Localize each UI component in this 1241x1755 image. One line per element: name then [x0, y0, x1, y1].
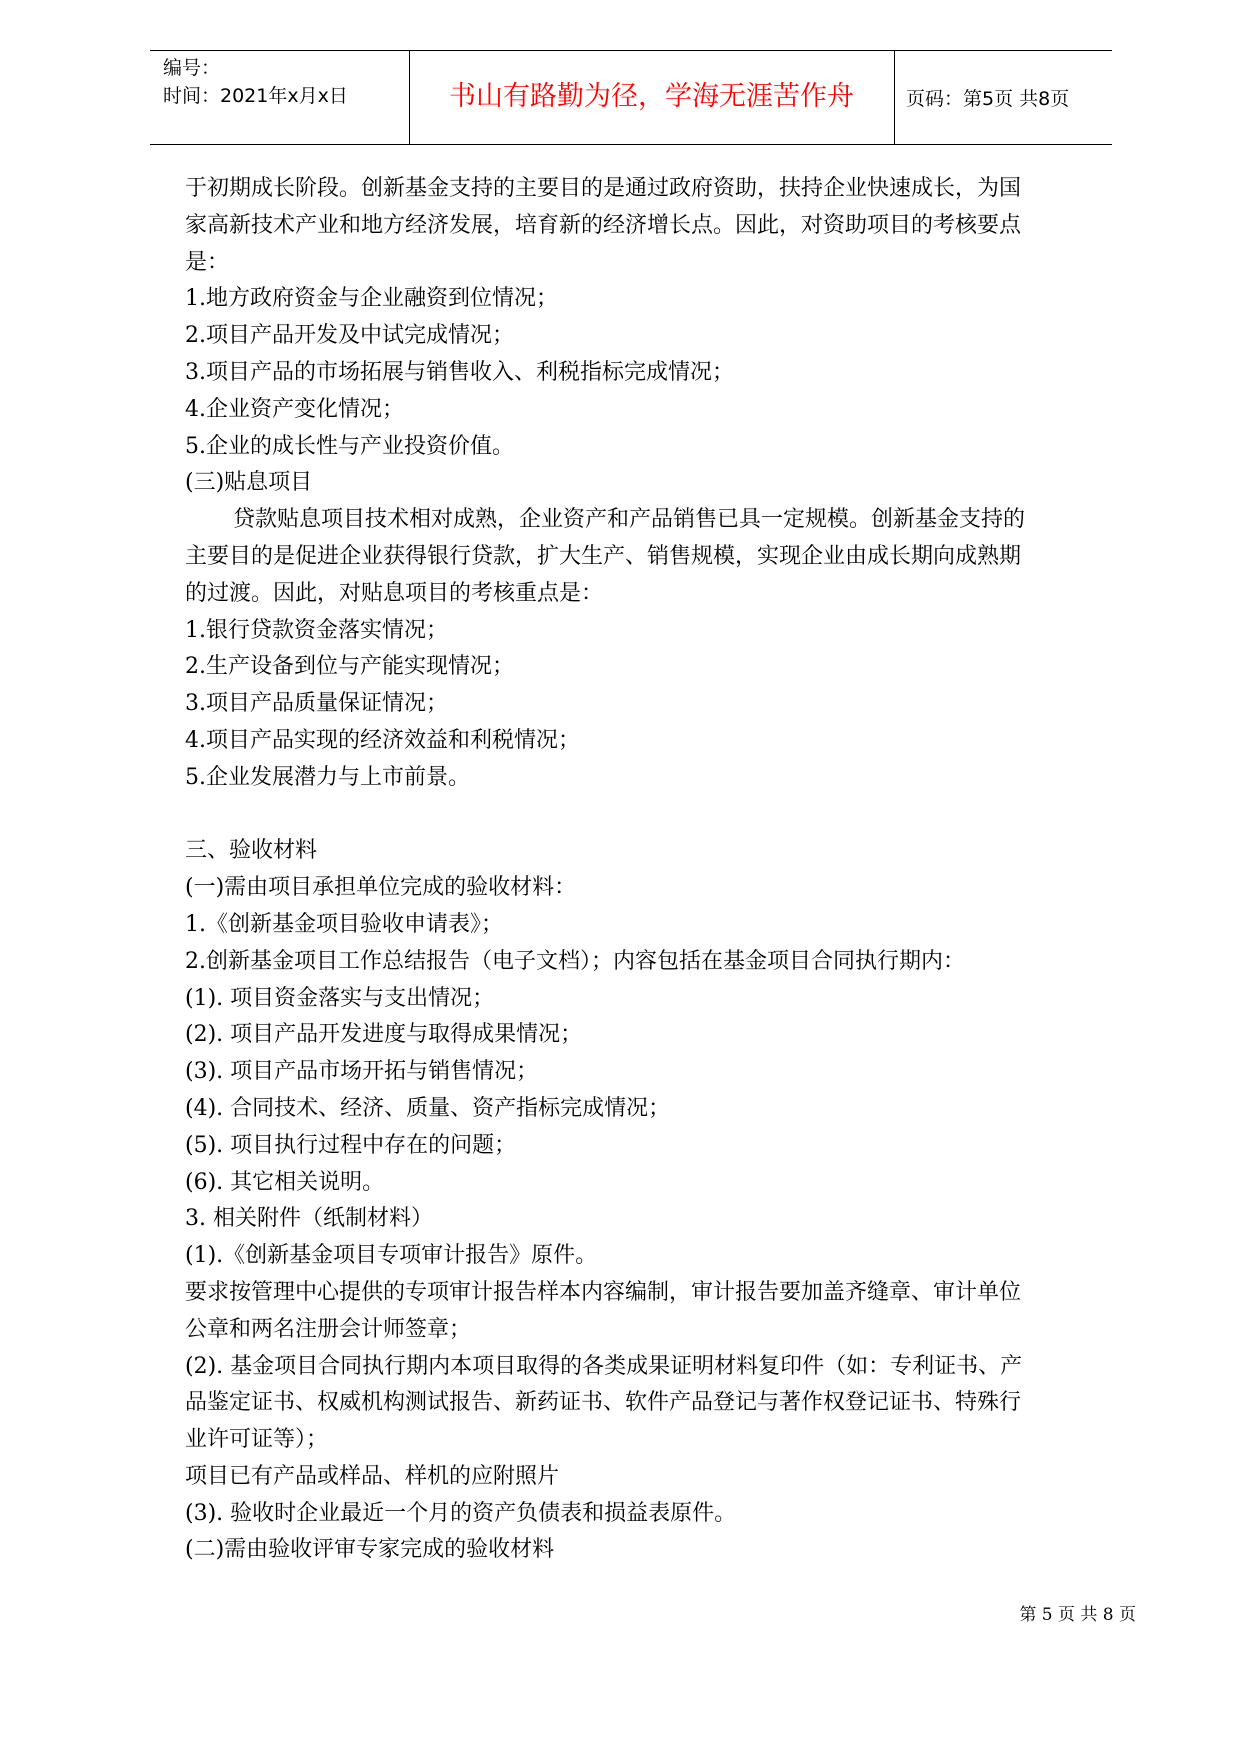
document-body	[185, 171, 1135, 1569]
text-line: 贷款贴息项目技术相对成熟，企业资产和产品销售已具一定规模。创新基金支持的	[233, 507, 1026, 533]
text-line: 4.项目产品实现的经济效益和利税情况；	[185, 727, 580, 753]
text-line: 主要目的是促进企业获得银行贷款，扩大生产、销售规模，实现企业由成长期向成熟期	[185, 543, 1022, 569]
page-footer: 第 5 页 共 8 页	[1019, 1605, 1136, 1625]
text-line: (3). 验收时企业最近一个月的资产负债表和损益表原件。	[185, 1500, 737, 1526]
text-line: 5.企业发展潜力与上市前景。	[185, 764, 470, 790]
text-line: 于初期成长阶段。创新基金支持的主要目的是通过政府资助，扶持企业快速成长，为国	[185, 176, 1022, 201]
text-line: 公章和两名注册会计师签章；	[185, 1316, 472, 1342]
text-line: 4.企业资产变化情况；	[185, 396, 404, 422]
text-line: 的过渡。因此，对贴息项目的考核重点是：	[185, 580, 604, 606]
document-number-label: 编号：	[163, 57, 221, 79]
text-line: (1). 项目资金落实与支出情况；	[185, 985, 495, 1011]
text-line: 项目已有产品或样品、样机的应附照片	[185, 1463, 560, 1489]
text-line: (4). 合同技术、经济、质量、资产指标完成情况；	[185, 1095, 671, 1121]
header-divider-right	[894, 50, 895, 144]
document-time-label: 时间：2021年x月x日	[163, 85, 348, 107]
text-line: 业许可证等）；	[185, 1427, 329, 1453]
text-line: 5.企业的成长性与产业投资价值。	[185, 433, 514, 459]
text-line: 3. 相关附件（纸制材料）	[185, 1206, 433, 1232]
text-line: (1).《创新基金项目专项审计报告》原件。	[185, 1243, 598, 1269]
text-line: 要求按管理中心提供的专项审计报告样本内容编制，审计报告要加盖齐缝章、审计单位	[185, 1279, 1022, 1305]
header-bottom-rule	[150, 144, 1112, 145]
text-line: (2). 项目产品开发进度与取得成果情况；	[185, 1022, 583, 1048]
text-line: (5). 项目执行过程中存在的问题；	[185, 1132, 517, 1158]
text-line: 1.银行贷款资金落实情况；	[185, 617, 448, 643]
header-top-rule	[150, 50, 1112, 51]
text-line: 是：	[185, 249, 230, 275]
text-line: 家高新技术产业和地方经济发展，培育新的经济增长点。因此，对资助项目的考核要点	[185, 212, 1022, 238]
text-line: 1.《创新基金项目验收申请表》；	[185, 911, 503, 937]
text-line: 2.生产设备到位与产能实现情况；	[185, 654, 514, 680]
text-line: 品鉴定证书、权威机构测试报告、新药证书、软件产品登记与著作权登记证书、特殊行	[185, 1390, 1022, 1416]
text-line: (三)贴息项目	[185, 470, 313, 496]
text-line: (一)需由项目承担单位完成的验收材料：	[185, 875, 577, 901]
text-line: 2.创新基金项目工作总结报告（电子文档）；内容包括在基金项目合同执行期内：	[185, 948, 965, 974]
header-motto: 书山有路勤为径，学海无涯苦作舟	[449, 81, 854, 112]
text-line: (6). 其它相关说明。	[185, 1169, 385, 1195]
text-line: 3.项目产品的市场拓展与销售收入、利税指标完成情况；	[185, 359, 734, 385]
text-line: 三、验收材料	[185, 838, 318, 864]
blank-line	[185, 797, 1135, 834]
text-line: (2). 基金项目合同执行期内本项目取得的各类成果证明材料复印件（如：专利证书、产	[185, 1353, 1023, 1379]
text-line: 1.地方政府资金与企业融资到位情况；	[185, 286, 558, 312]
text-line: 3.项目产品质量保证情况；	[185, 691, 448, 717]
text-line: (二)需由验收评审专家完成的验收材料	[185, 1537, 555, 1563]
text-line: (3). 项目产品市场开拓与销售情况；	[185, 1059, 539, 1085]
text-line: 2.项目产品开发及中试完成情况；	[185, 323, 514, 349]
header-page-label: 页码：第5页 共8页	[906, 88, 1070, 110]
